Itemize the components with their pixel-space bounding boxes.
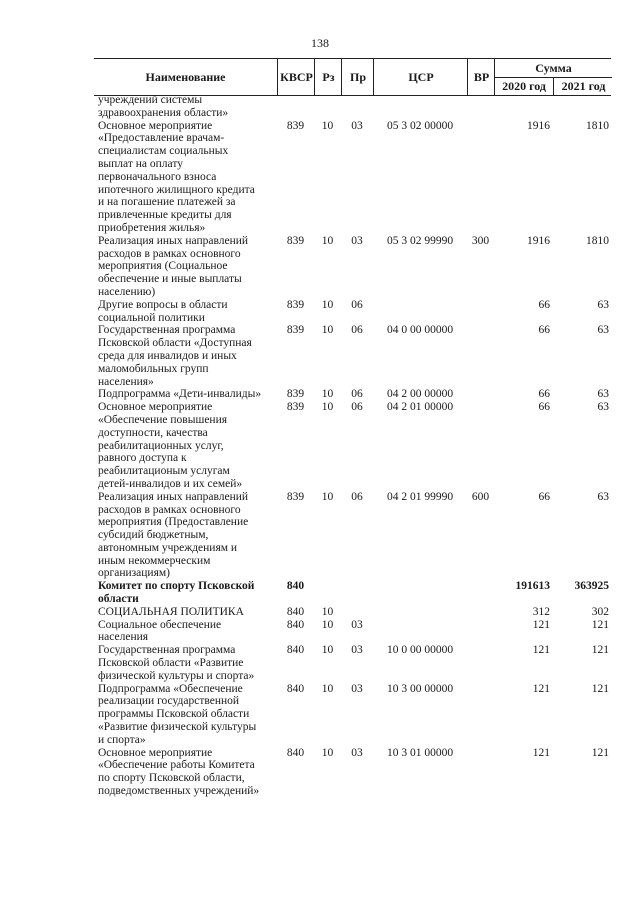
table-row (94, 120, 611, 235)
row-csr (373, 606, 467, 619)
row-name: Основное мероприятие «Обеспечение работы Комитета по спорту Псковской области, подведомственных учреждений» (98, 746, 260, 798)
header-rz: Рз (314, 59, 342, 95)
row-vr (467, 619, 494, 645)
row-sum-2020: 66 (538, 490, 550, 503)
row-vr (467, 683, 494, 747)
header-kvsr: КВСР (277, 59, 315, 95)
table-row (94, 619, 611, 645)
row-rz (314, 580, 341, 606)
row-kvsr (277, 94, 314, 120)
row-vr (467, 644, 494, 682)
row-sum-2021: 121 (591, 618, 609, 631)
row-kvsr: 840 (286, 746, 305, 759)
row-pr (341, 94, 373, 120)
table-body (94, 94, 611, 798)
row-sum-2021 (552, 94, 611, 120)
row-rz: 10 (321, 388, 334, 401)
row-pr: 03 (351, 644, 363, 657)
row-rz: 10 (321, 490, 334, 503)
table-row (94, 235, 611, 299)
row-csr: 10 3 01 00000 (386, 746, 454, 759)
row-sum-2021: 121 (591, 746, 609, 759)
row-sum-2021: 1810 (586, 234, 609, 247)
header-year-2021: 2021 год (553, 78, 613, 95)
row-rz: 10 (321, 644, 334, 657)
row-sum-2020: 66 (538, 324, 550, 337)
row-csr (373, 299, 467, 325)
row-kvsr: 839 (286, 119, 305, 132)
row-csr (373, 94, 467, 120)
row-name: Подпрограмма «Дети-инвалиды» (98, 388, 262, 401)
row-kvsr: 839 (286, 490, 305, 503)
row-pr (341, 606, 373, 619)
row-vr (467, 299, 494, 325)
row-rz: 10 (321, 234, 334, 247)
row-rz: 10 (321, 746, 334, 759)
row-sum-2020: 121 (532, 746, 550, 759)
row-vr (467, 401, 494, 491)
row-vr (467, 94, 494, 120)
row-csr (373, 619, 467, 645)
row-sum-2020: 66 (538, 388, 550, 401)
row-pr: 06 (351, 388, 363, 401)
table-row (94, 388, 611, 401)
row-sum-2020: 66 (538, 298, 550, 311)
row-pr: 06 (351, 490, 363, 503)
row-name: Государственная программа Псковской области «Развитие физической культуры и спорта» (98, 644, 255, 682)
row-sum-2020: 1916 (527, 234, 550, 247)
row-csr: 10 0 00 00000 (386, 644, 454, 657)
row-vr: 600 (471, 490, 490, 503)
table-row (94, 644, 611, 682)
row-vr (467, 324, 494, 388)
row-name: учреждений системы здравоохранения области» (98, 94, 229, 119)
row-pr: 06 (351, 298, 363, 311)
row-sum-2021: 63 (597, 298, 609, 311)
row-csr: 10 3 00 00000 (386, 682, 454, 695)
table-row (94, 491, 611, 581)
header-vr: ВР (467, 59, 495, 95)
row-sum-2020: 121 (532, 644, 550, 657)
row-pr: 03 (351, 618, 363, 631)
row-sum-2020: 1916 (527, 119, 550, 132)
row-kvsr: 839 (286, 234, 305, 247)
row-kvsr: 839 (286, 388, 305, 401)
row-name: Реализация иных направлений расходов в рамках основного мероприятия (Предоставление субсидий бюджетным, автономным учреждениям и иным некоммерческим организациям) (98, 490, 249, 580)
row-csr: 04 2 01 99990 (386, 490, 454, 503)
row-name: Государственная программа Псковской области «Доступная среда для инвалидов и иных маломобильных групп населения» (98, 324, 252, 388)
table-row (94, 606, 611, 619)
row-csr: 04 2 01 00000 (386, 401, 454, 414)
row-sum-2021: 363925 (574, 580, 609, 593)
row-vr (467, 120, 494, 235)
row-vr: 300 (471, 234, 490, 247)
row-pr: 06 (351, 324, 363, 337)
row-kvsr: 840 (286, 644, 305, 657)
row-sum-2021: 63 (597, 490, 609, 503)
row-csr: 04 0 00 00000 (386, 324, 454, 337)
row-kvsr: 839 (286, 324, 305, 337)
row-rz: 10 (321, 682, 334, 695)
row-vr (467, 606, 494, 619)
row-pr: 06 (351, 401, 363, 414)
row-rz: 10 (321, 324, 334, 337)
page-number: 138 (311, 36, 329, 50)
header-sum: Сумма (495, 59, 612, 78)
row-name: Реализация иных направлений расходов в рамках основного мероприятия (Социальное обеспечение и иные выплаты населению) (98, 234, 249, 298)
row-sum-2020: 312 (532, 605, 550, 618)
row-vr (467, 747, 494, 798)
row-sum-2020 (494, 94, 552, 120)
row-pr: 03 (351, 746, 363, 759)
row-name: Социальное обеспечение населения (98, 618, 222, 644)
row-name: Другие вопросы в области социальной политики (98, 298, 228, 324)
row-name: СОЦИАЛЬНАЯ ПОЛИТИКА (98, 605, 244, 618)
row-rz: 10 (321, 119, 334, 132)
row-sum-2021: 63 (597, 401, 609, 414)
row-sum-2020: 121 (532, 618, 550, 631)
row-kvsr: 839 (286, 298, 305, 311)
row-csr (373, 580, 467, 606)
row-sum-2021: 302 (591, 605, 609, 618)
table-header (94, 58, 611, 96)
row-rz (314, 94, 341, 120)
row-rz: 10 (321, 618, 334, 631)
row-vr (467, 388, 494, 401)
header-year-2020: 2020 год (502, 79, 546, 93)
row-rz: 10 (321, 605, 334, 618)
row-rz: 10 (321, 401, 334, 414)
row-sum-2021: 121 (591, 644, 609, 657)
row-pr (341, 580, 373, 606)
table-row (94, 580, 611, 606)
row-name: Основное мероприятие «Обеспечение повышения доступности, качества реабилитационных услуг, равного доступа к реабилитационым услугам детей-инвалидов и их семей» (98, 401, 243, 490)
row-pr: 03 (351, 234, 363, 247)
table-row (94, 401, 611, 491)
row-name: Комитет по спорту Псковской области (98, 580, 255, 606)
row-csr: 05 3 02 99990 (386, 234, 454, 247)
row-sum-2020: 191613 (515, 580, 550, 593)
row-sum-2021: 63 (597, 388, 609, 401)
row-sum-2020: 121 (532, 682, 550, 695)
row-vr (467, 580, 494, 606)
row-rz: 10 (321, 298, 334, 311)
table-row (94, 324, 611, 388)
row-sum-2021: 63 (597, 324, 609, 337)
table-row (94, 747, 611, 798)
header-pr: Пр (341, 59, 374, 95)
row-sum-2021: 121 (591, 682, 609, 695)
header-sum-group (494, 59, 612, 95)
row-pr: 03 (351, 119, 363, 132)
row-kvsr: 839 (286, 401, 305, 414)
header-csr: ЦСР (373, 59, 468, 95)
row-pr: 03 (351, 682, 363, 695)
row-name: Подпрограмма «Обеспечение реализации государственной программы Псковской области «Развитие физической культуры и спорта» (98, 682, 257, 746)
row-csr: 05 3 02 00000 (386, 119, 454, 132)
row-sum-2021: 1810 (586, 119, 609, 132)
row-sum-2020: 66 (538, 401, 550, 414)
header-name: Наименование (145, 69, 226, 84)
row-kvsr: 840 (286, 580, 305, 593)
table-row (94, 94, 611, 120)
table-row (94, 683, 611, 747)
row-kvsr: 840 (286, 618, 305, 631)
row-csr: 04 2 00 00000 (386, 388, 454, 401)
row-kvsr: 840 (286, 682, 305, 695)
row-name: Основное мероприятие «Предоставление врачам- специалистам социальных выплат на оплату первоначального взноса ипотечного жилищного кредита и на погашение платежей за привлеченные кредиты для приобретения жилья» (98, 119, 255, 234)
table-row (94, 299, 611, 325)
row-kvsr: 840 (286, 605, 305, 618)
